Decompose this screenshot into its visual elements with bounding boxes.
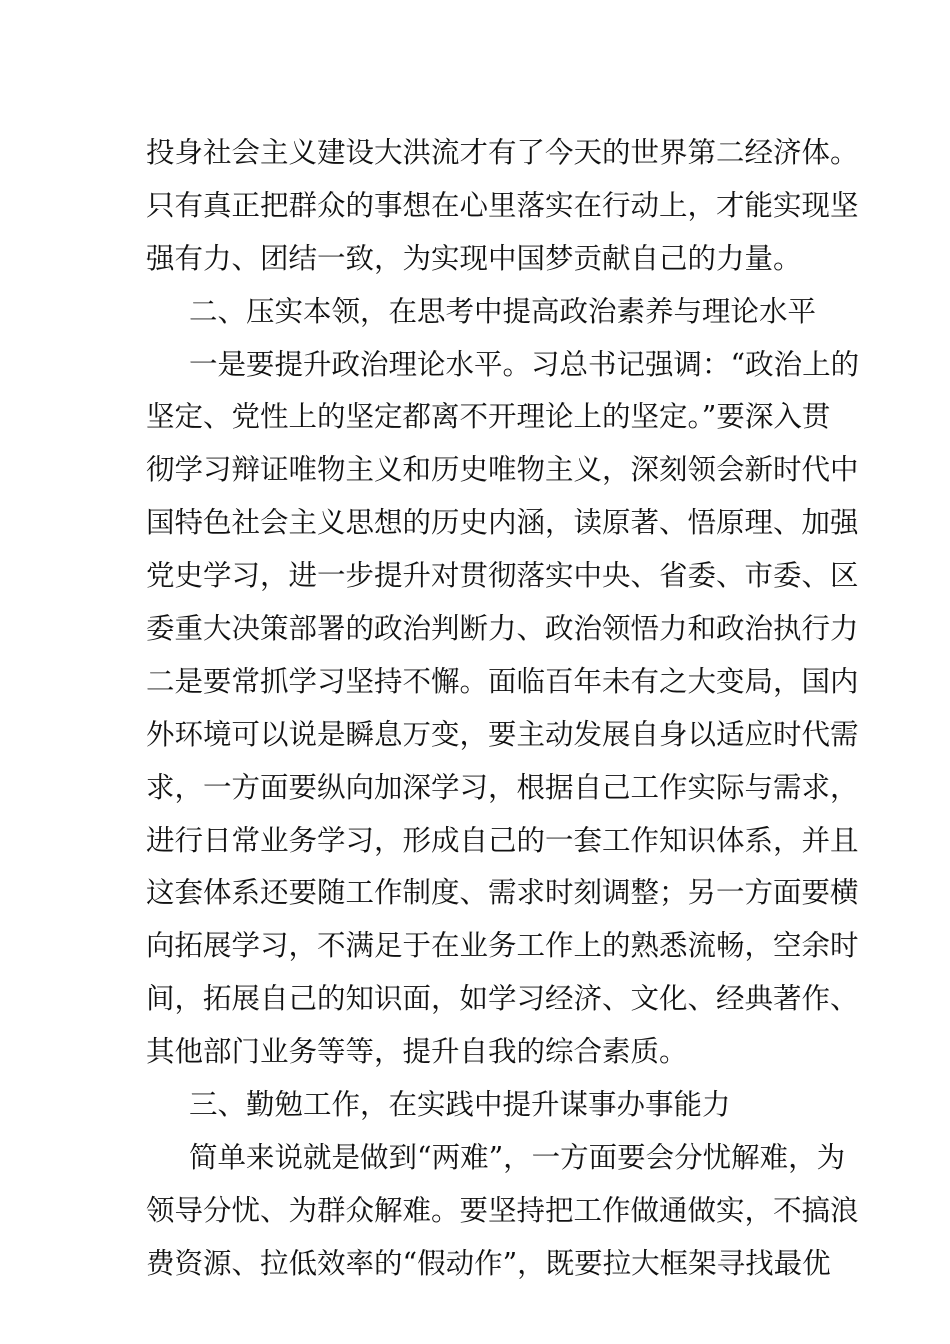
text-line: 外环境可以说是瞬息万变，要主动发展自身以适应时代需 xyxy=(146,717,859,751)
text-line: 二是要常抓学习坚持不懈。面临百年未有之大变局，国内 xyxy=(146,664,859,698)
text-line: 领导分忧、为群众解难。要坚持把工作做通做实，不搞浪 xyxy=(146,1193,859,1227)
paragraph-start-line: 一是要提升政治理论水平。习总书记强调：“政治上的 xyxy=(189,347,860,381)
text-line: 坚定、党性上的坚定都离不开理论上的坚定。”要深入贯 xyxy=(146,400,831,434)
text-line: 向拓展学习，不满足于在业务工作上的熟悉流畅，空余时 xyxy=(146,929,859,963)
text-line: 求，一方面要纵向加深学习，根据自己工作实际与需求， xyxy=(146,770,859,804)
text-line: 投身社会主义建设大洪流才有了今天的世界第二经济体。 xyxy=(146,136,859,169)
section-heading-3: 三、勤勉工作，在实践中提升谋事办事能力 xyxy=(189,1088,731,1122)
text-line: 强有力、团结一致，为实现中国梦贡献自己的力量。 xyxy=(146,241,802,275)
text-line: 只有真正把群众的事想在心里落实在行动上，才能实现坚 xyxy=(146,188,859,222)
paragraph-start-line: 简单来说就是做到“两难”，一方面要会分忧解难，为 xyxy=(189,1140,846,1174)
text-line: 间，拓展自己的知识面，如学习经济、文化、经典著作、 xyxy=(146,982,859,1016)
text-line: 彻学习辩证唯物主义和历史唯物主义，深刻领会新时代中 xyxy=(146,453,859,487)
text-line: 国特色社会主义思想的历史内涵，读原著、悟原理、加强 xyxy=(146,506,859,540)
text-line: 党史学习，进一步提升对贯彻落实中央、省委、市委、区 xyxy=(146,559,859,593)
text-line: 其他部门业务等等，提升自我的综合素质。 xyxy=(146,1035,688,1069)
section-heading-2: 二、压实本领，在思考中提高政治素养与理论水平 xyxy=(189,294,817,328)
document-body xyxy=(146,127,860,1291)
text-line: 委重大决策部署的政治判断力、政治领悟力和政治执行力 xyxy=(146,612,859,646)
text-line: 这套体系还要随工作制度、需求时刻调整；另一方面要横 xyxy=(146,876,859,910)
text-line: 进行日常业务学习，形成自己的一套工作知识体系，并且 xyxy=(146,823,859,857)
text-line: 费资源、拉低效率的“假动作”，既要拉大框架寻找最优 xyxy=(146,1246,831,1280)
